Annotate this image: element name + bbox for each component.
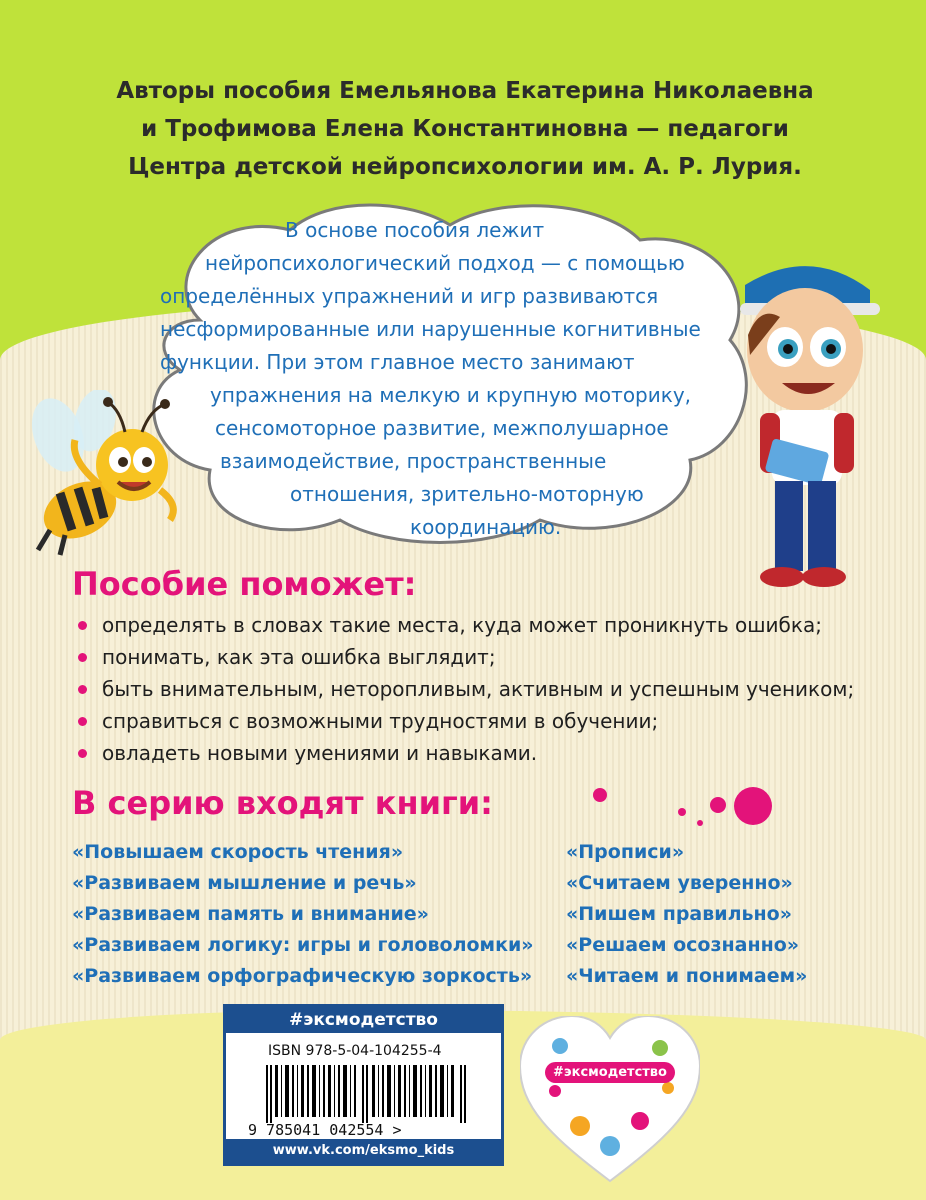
list-item: овладеть новыми умениями и навыками.	[72, 737, 902, 769]
authors-text	[60, 72, 870, 186]
help-list	[72, 609, 902, 769]
cloud-line: нейропсихологический подход — с помощью	[205, 251, 685, 275]
authors-line: и Трофимова Елена Константиновна — педагоги	[141, 116, 789, 142]
book-title: «Развиваем орфографическую зоркость»	[72, 965, 533, 987]
barcode	[266, 1065, 466, 1123]
book-title: «Развиваем мышление и речь»	[72, 872, 417, 894]
decorative-dot	[734, 787, 772, 825]
isbn-digits: 9 785041 042554 >	[248, 1121, 402, 1139]
decorative-dot	[697, 820, 703, 826]
books-left-list	[72, 837, 534, 992]
series-title: В серию входят книги:	[72, 784, 493, 822]
cloud-line: функции. При этом главное место занимают	[160, 350, 635, 374]
list-item: понимать, как эта ошибка выглядит;	[72, 641, 902, 673]
isbn-hashtag: #эксмодетство	[226, 1007, 501, 1033]
book-title: «Решаем осознанно»	[566, 934, 800, 956]
isbn-number: ISBN 978-5-04-104255-4	[268, 1043, 442, 1059]
book-title: «Повышаем скорость чтения»	[72, 841, 404, 863]
list-item: определять в словах такие места, куда может проникнуть ошибка;	[72, 609, 902, 641]
book-title: «Прописи»	[566, 841, 685, 863]
cloud-line: сенсомоторное развитие, межполушарное	[215, 416, 669, 440]
boy-illustration	[720, 255, 920, 595]
cloud-line: взаимодействие, пространственные	[220, 449, 607, 473]
cloud-text	[160, 214, 720, 544]
authors-line: Центра детской нейропсихологии им. А. Р. Лурия.	[128, 154, 802, 180]
authors-line: Авторы пособия Емельянова Екатерина Николаевна	[116, 78, 814, 104]
cloud-line: В основе пособия лежит	[285, 218, 545, 242]
isbn-block	[223, 1004, 504, 1166]
books-right-list	[566, 837, 807, 992]
decorative-dot	[678, 808, 686, 816]
list-item: быть внимательным, неторопливым, активным и успешным учеником;	[72, 673, 902, 705]
book-title: «Пишем правильно»	[566, 903, 792, 925]
heart-badge	[520, 1016, 700, 1186]
cloud-line: координацию.	[410, 515, 562, 539]
cloud-line: отношения, зрительно-моторную	[290, 482, 644, 506]
book-title: «Читаем и понимаем»	[566, 965, 808, 987]
heart-hashtag: #эксмодетство	[545, 1062, 675, 1083]
cloud-line: несформированные или нарушенные когнитивные	[160, 317, 701, 341]
cloud-line: определённых упражнений и игр развиваются	[160, 284, 659, 308]
book-title: «Считаем уверенно»	[566, 872, 793, 894]
decorative-dot	[710, 797, 726, 813]
bee-illustration	[20, 390, 195, 560]
help-title: Пособие поможет:	[72, 565, 417, 603]
book-title: «Развиваем память и внимание»	[72, 903, 429, 925]
isbn-url: www.vk.com/eksmo_kids	[226, 1139, 501, 1163]
book-title: «Развиваем логику: игры и головоломки»	[72, 934, 534, 956]
decorative-dot	[593, 788, 607, 802]
list-item: справиться с возможными трудностями в обучении;	[72, 705, 902, 737]
cloud-line: упражнения на мелкую и крупную моторику,	[210, 383, 692, 407]
